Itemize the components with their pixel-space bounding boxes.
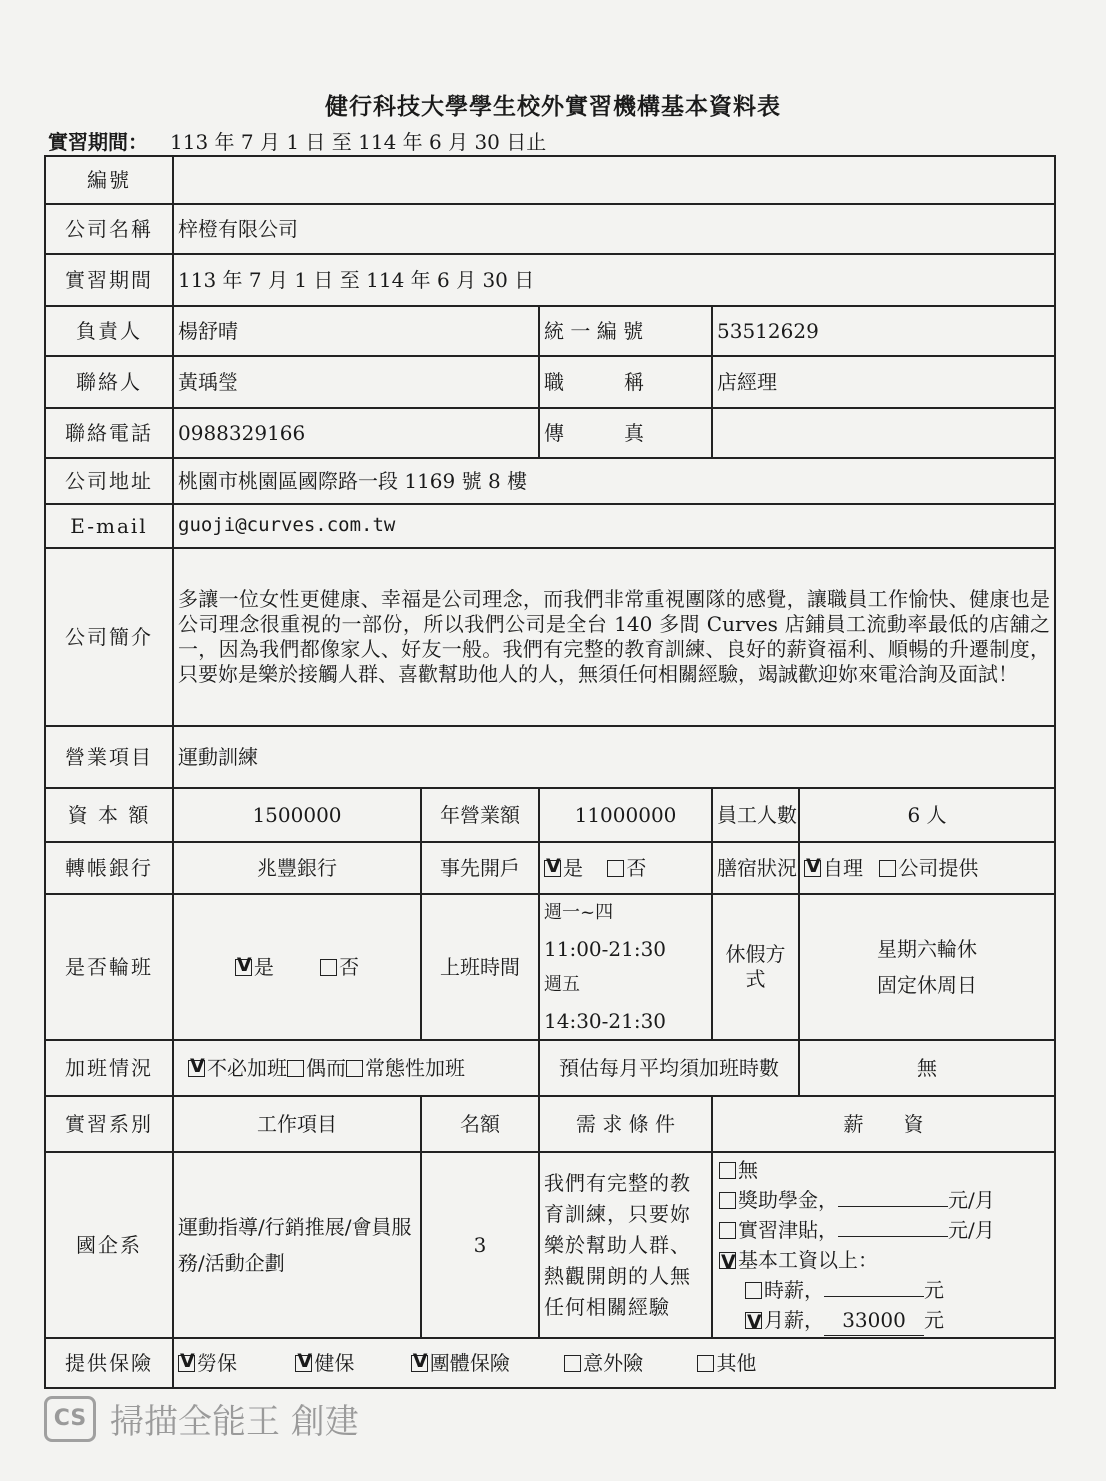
shift-yes-checkbox[interactable] [235,959,252,976]
leave-line-2: 固定休周日 [877,973,978,997]
board-provided-label: 公司提供 [898,855,979,880]
contact-label: 聯絡人 [45,356,173,408]
email-value: guoji@curves.com.tw [173,504,1055,548]
period-header-label: 實習期間： [48,130,148,154]
dept-header: 實習系別 [45,1096,173,1152]
job-title-value: 店經理 [712,356,1055,408]
insurance-other-label: 其他 [716,1350,757,1375]
serial-label: 編號 [45,156,173,204]
row-business [45,726,1055,788]
serial-value [173,156,1055,204]
insurance-other-checkbox[interactable] [697,1355,714,1372]
revenue-value: 11000000 [539,788,712,842]
shift-yes-label: 是 [253,954,274,979]
insurance-label: 提供保險 [45,1338,173,1388]
row-overtime [45,1040,1055,1096]
preopen-no-label: 否 [626,855,647,880]
insurance-accident-checkbox[interactable] [564,1355,581,1372]
salary-basic-checkbox[interactable] [719,1252,736,1269]
owner-label: 負責人 [45,306,173,356]
scholarship-blank[interactable] [838,1206,948,1207]
row-capital [45,788,1055,842]
hours-line-2: 11:00-21:30 [544,937,667,961]
overtime-regular-label: 常態性加班 [365,1055,465,1080]
fax-value [712,408,1055,458]
salary-allowance-label: 實習津貼， [738,1217,838,1242]
staff-value: 6 人 [799,788,1055,842]
tax-id-value: 53512629 [712,306,1055,356]
contact-value: 黃瑀瑩 [173,356,539,408]
shift-no-label: 否 [339,954,360,979]
preopen-yes-label: 是 [563,855,583,880]
row-intern-header [45,1096,1055,1152]
intro-value: 多讓一位女性更健康、幸福是公司理念，而我們非常重視團隊的感覺，讓職員工作愉快、健康也是公司理念很重視的一部份，所以我們公司是全台 140 多間 Curves 店鋪員工流動率最低的店舖之一，因為我們都像家人、好友一般。我們有完整的教育訓練、良好的薪資福利、順暢的升遷制度，只要妳是樂於接觸人群、喜歡幫助他人的人，無須任何相關經驗，竭誠歡迎妳來電洽詢及面試！ [173,548,1055,726]
address-label: 公司地址 [45,458,173,504]
tax-id-label: 統 一 編 號 [539,306,712,356]
form-table [44,155,1056,1389]
period-label: 實習期間 [45,254,173,306]
salary-basic-label: 基本工資以上： [738,1247,878,1272]
phone-label: 聯絡電話 [45,408,173,458]
hours-line-4: 14:30-21:30 [544,1009,667,1033]
overtime-hours-value: 無 [799,1040,1055,1096]
insurance-labor-checkbox[interactable] [178,1355,195,1372]
preopen-label: 事先開戶 [421,842,539,894]
overtime-regular-checkbox[interactable] [346,1060,363,1077]
monthly-amount: 33000 [824,1305,924,1336]
row-address [45,458,1055,504]
bank-value: 兆豐銀行 [173,842,421,894]
hours-line-1: 週一~四 [544,902,614,923]
period-header-value: 113 年 7 月 1 日 至 114 年 6 月 30 日止 [170,130,547,154]
board-provided-checkbox[interactable] [879,860,896,877]
row-serial [45,156,1055,204]
scanner-watermark [44,1394,359,1443]
row-shift [45,894,1055,1040]
row-contact [45,356,1055,408]
fax-label: 傳 真 [539,408,712,458]
business-value: 運動訓練 [173,726,1055,788]
insurance-health-label: 健保 [314,1350,355,1375]
address-value: 桃園市桃園區國際路一段 1169 號 8 樓 [173,458,1055,504]
shift-no-checkbox[interactable] [320,959,337,976]
board-label: 膳宿狀況 [712,842,799,894]
row-intern [45,1152,1055,1338]
insurance-group-label: 團體保險 [429,1350,510,1375]
overtime-occasional-checkbox[interactable] [287,1060,304,1077]
overtime-options [173,1040,539,1096]
staff-label: 員工人數 [712,788,799,842]
phone-value: 0988329166 [173,408,539,458]
hourly-blank[interactable] [824,1296,924,1297]
insurance-options [173,1338,1055,1388]
shift-label: 是否輪班 [45,894,173,1040]
bank-label: 轉帳銀行 [45,842,173,894]
leave-value [799,894,1055,1040]
preopen-options [539,842,712,894]
intro-label: 公司簡介 [45,548,173,726]
hours-value [539,894,712,1040]
hourly-unit: 元 [924,1277,944,1302]
overtime-occasional-label: 偶而 [306,1055,346,1080]
scholarship-unit: 元/月 [948,1187,995,1212]
hours-label: 上班時間 [421,894,539,1040]
overtime-none-label: 不必加班 [207,1055,287,1080]
req-header: 需 求 條 件 [539,1096,712,1152]
owner-value: 楊舒晴 [173,306,539,356]
monthly-unit: 元 [924,1307,944,1332]
revenue-label: 年營業額 [421,788,539,842]
job-header: 工作項目 [173,1096,421,1152]
leave-label: 休假方式 [712,894,799,1040]
business-label: 營業項目 [45,726,173,788]
req-value: 我們有完整的教育訓練，只要妳樂於幫助人群、熱觀開朗的人無任何相關經驗 [539,1152,712,1338]
board-self-label: 自理 [823,855,863,880]
dept-value: 國企系 [45,1152,173,1338]
salary-scholarship-label: 獎助學金， [738,1187,838,1212]
allowance-blank[interactable] [838,1236,948,1237]
leave-line-1: 星期六輪休 [877,937,978,961]
page-title: 健行科技大學學生校外實習機構基本資料表 [325,93,781,120]
row-period [45,254,1055,306]
period-header [48,126,546,155]
row-email [45,504,1055,548]
job-title-label: 職 稱 [539,356,712,408]
allowance-unit: 元/月 [948,1217,995,1242]
salary-none-label: 無 [738,1157,758,1182]
board-options [799,842,1055,894]
board-self-checkbox[interactable] [804,860,821,877]
capital-label: 資 本 額 [45,788,173,842]
insurance-group-checkbox[interactable] [411,1355,428,1372]
salary-value [712,1152,1055,1338]
row-phone [45,408,1055,458]
salary-monthly-label: 月薪， [764,1307,824,1332]
quota-value: 3 [421,1152,539,1338]
salary-monthly-checkbox[interactable] [745,1312,762,1329]
salary-none-checkbox[interactable] [719,1162,736,1179]
hours-line-3: 週五 [544,974,580,995]
overtime-none-checkbox[interactable] [188,1060,205,1077]
salary-scholarship-checkbox[interactable] [719,1192,736,1209]
preopen-no-checkbox[interactable] [607,860,624,877]
shift-options [173,894,421,1040]
preopen-yes-checkbox[interactable] [544,860,561,877]
quota-header: 名額 [421,1096,539,1152]
company-value: 梓橙有限公司 [173,204,1055,254]
salary-hourly-label: 時薪， [764,1277,824,1302]
salary-hourly-checkbox[interactable] [745,1282,762,1299]
salary-header: 薪 資 [712,1096,1055,1152]
insurance-labor-label: 勞保 [197,1350,237,1375]
watermark-text: 掃描全能王 創建 [110,1402,359,1442]
row-owner [45,306,1055,356]
row-bank [45,842,1055,894]
period-value: 113 年 7 月 1 日 至 114 年 6 月 30 日 [173,254,1055,306]
email-label: E-mail [45,504,173,548]
capital-value: 1500000 [173,788,421,842]
salary-allowance-checkbox[interactable] [719,1222,736,1239]
camscanner-logo-icon: CS [44,1396,96,1442]
row-company [45,204,1055,254]
overtime-hours-label: 預估每月平均須加班時數 [539,1040,799,1096]
row-intro [45,548,1055,726]
row-insurance [45,1338,1055,1388]
job-value: 運動指導/行銷推展/會員服務/活動企劃 [173,1152,421,1338]
company-label: 公司名稱 [45,204,173,254]
insurance-accident-label: 意外險 [583,1350,644,1375]
overtime-label: 加班情況 [45,1040,173,1096]
insurance-health-checkbox[interactable] [295,1355,312,1372]
